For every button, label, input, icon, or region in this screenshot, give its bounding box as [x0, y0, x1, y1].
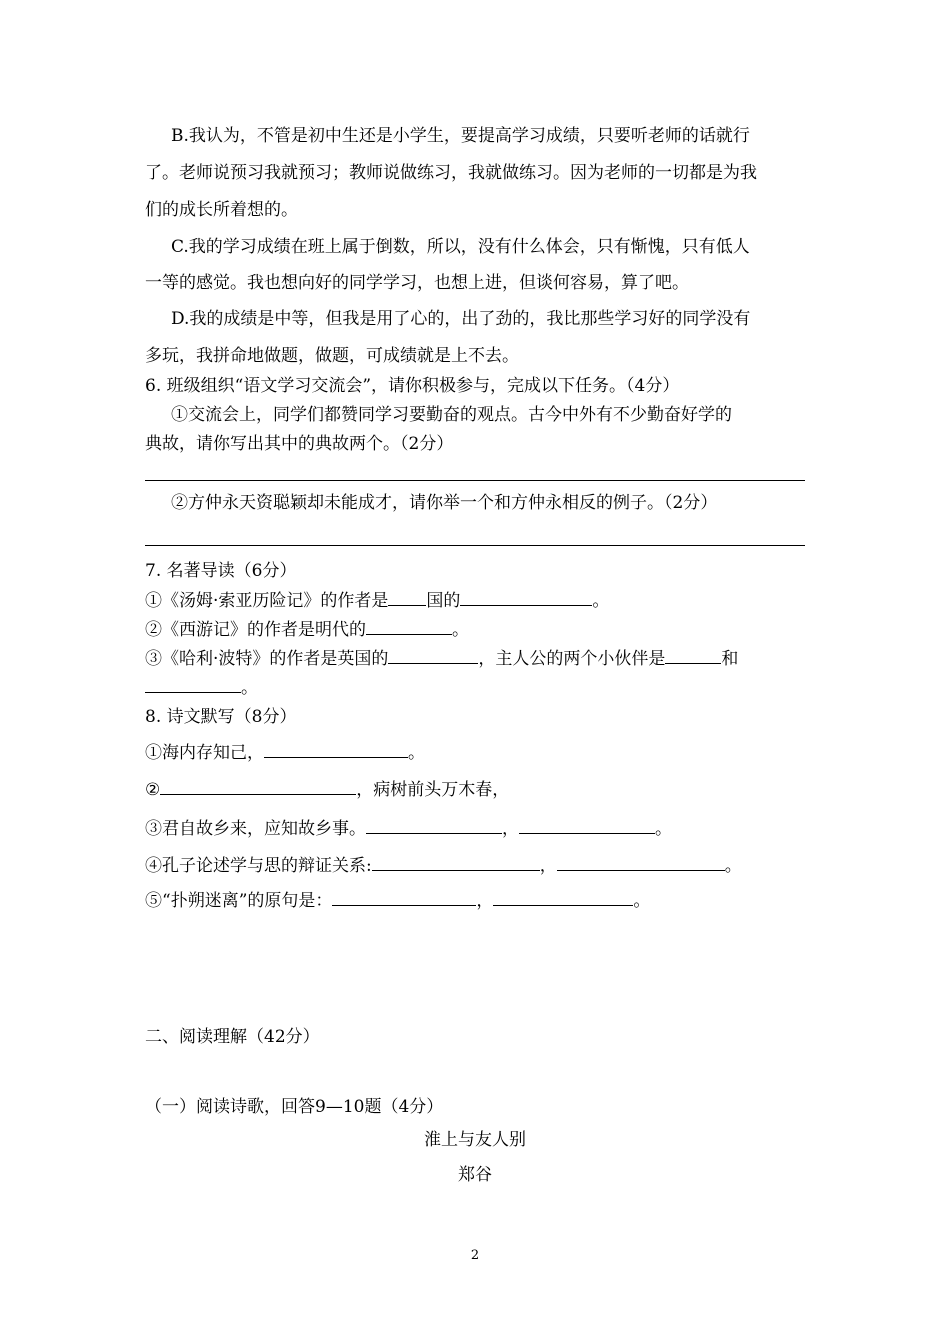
blank[interactable] — [493, 889, 633, 906]
question-8-title: 8. 诗文默写（8分） — [145, 707, 297, 727]
question-8-line-1: ①海内存知己， 。 — [145, 743, 425, 763]
section-2-subtitle: （一）阅读诗歌，回答9—10题（4分） — [145, 1097, 444, 1117]
section-2-title: 二、阅读理解（42分） — [145, 1027, 320, 1047]
question-8-line-2: ② ，病树前头万木春， — [145, 780, 510, 800]
blank[interactable] — [388, 589, 426, 606]
blank[interactable] — [557, 854, 725, 871]
blank[interactable] — [460, 589, 592, 606]
option-d-line-2: 多玩，我拼命地做题，做题，可成绩就是上不去。 — [145, 346, 519, 366]
blank[interactable] — [264, 741, 408, 758]
blank[interactable] — [160, 778, 356, 795]
blank[interactable] — [366, 618, 452, 635]
question-8-line-4: ④孔子论述学与思的辩证关系: ， 。 — [145, 856, 742, 876]
option-b-line-1: B.我认为，不管是初中生还是小学生，要提高学习成绩，只要听老师的话就行 — [171, 126, 750, 146]
question-7-line-4: 。 — [145, 676, 258, 699]
question-8-line-5: ⑤“扑朔迷离”的原句是： ， 。 — [145, 891, 651, 911]
question-6-item-1-line-2: 典故，请你写出其中的典故两个。（2分） — [145, 434, 454, 454]
answer-line-6-1[interactable] — [145, 480, 805, 481]
blank[interactable] — [332, 889, 476, 906]
question-8-line-3: ③君自故乡来，应知故乡事。 ， 。 — [145, 819, 672, 839]
blank[interactable] — [145, 676, 241, 693]
option-b-line-2: 了。老师说预习我就预习；教师说做练习，我就做练习。因为老师的一切都是为我 — [145, 163, 757, 183]
question-7-line-1: ①《汤姆·索亚历险记》的作者是 国的 。 — [145, 591, 610, 611]
question-6-item-1-line-1: ①交流会上，同学们都赞同学习要勤奋的观点。古今中外有不少勤奋好学的 — [171, 405, 732, 425]
question-7-line-3: ③《哈利·波特》的作者是英国的 ，主人公的两个小伙伴是 和 — [145, 649, 739, 669]
answer-line-6-2[interactable] — [145, 545, 805, 546]
question-6-title: 6. 班级组织“语文学习交流会”，请你积极参与，完成以下任务。（4分） — [145, 376, 680, 396]
question-7-title: 7. 名著导读（6分） — [145, 561, 297, 581]
blank[interactable] — [366, 817, 502, 834]
blank[interactable] — [388, 647, 478, 664]
page-number: 2 — [470, 1248, 480, 1263]
poem-author: 郑谷 — [458, 1165, 492, 1185]
option-d-line-1: D.我的成绩是中等，但我是用了心的，出了劲的，我比那些学习好的同学没有 — [171, 309, 751, 329]
blank[interactable] — [519, 817, 655, 834]
option-c-line-1: C.我的学习成绩在班上属于倒数，所以，没有什么体会，只有惭愧，只有低人 — [171, 237, 750, 257]
poem-title: 淮上与友人别 — [424, 1130, 526, 1150]
option-b-line-3: 们的成长所着想的。 — [145, 200, 298, 220]
question-7-line-2: ②《西游记》的作者是明代的 。 — [145, 620, 469, 640]
blank[interactable] — [372, 854, 540, 871]
blank[interactable] — [665, 647, 721, 664]
option-c-line-2: 一等的感觉。我也想向好的同学学习，也想上进，但谈何容易，算了吧。 — [145, 273, 689, 293]
question-6-item-2: ②方仲永天资聪颖却未能成才，请你举一个和方仲永相反的例子。（2分） — [171, 493, 718, 513]
